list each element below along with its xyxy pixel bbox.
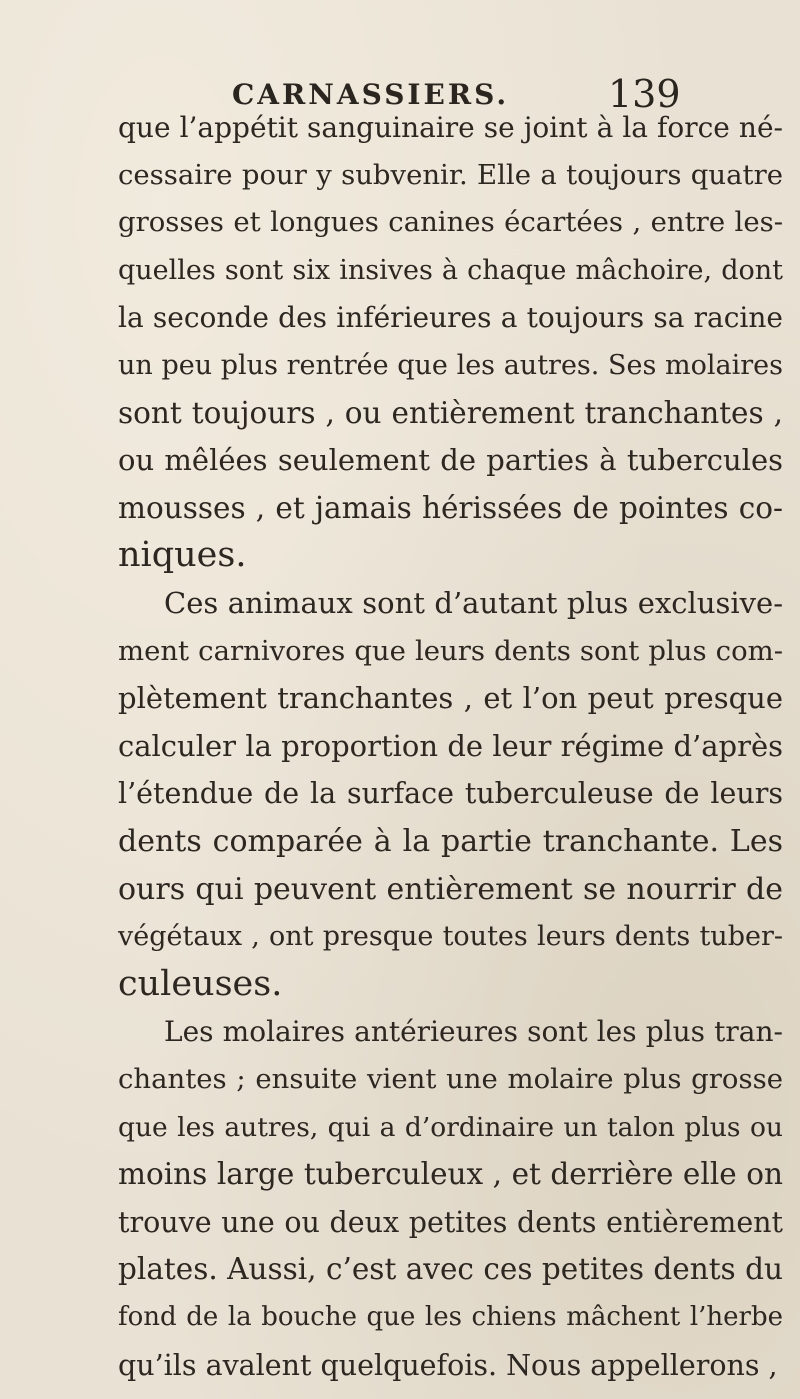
text-line: niques.: [118, 535, 247, 576]
paragraph-start-line: Les molaires antérieures sont les plus tran-: [164, 1015, 783, 1049]
text-line: moins large tuberculeux , et derrière elle on: [118, 1157, 783, 1192]
text-line: culeuses.: [118, 963, 283, 1004]
text-line: ours qui peuvent entièrement se nourrir de: [118, 871, 783, 907]
text-line: quelles sont six insives à chaque mâchoire, dont: [118, 254, 783, 286]
text-line: qu’ils avalent quelquefois. Nous appellerons ,: [118, 1348, 778, 1382]
text-line: mousses , et jamais hérissées de pointes co-: [118, 490, 783, 525]
text-line: végétaux , ont presque toutes leurs dents tuber-: [118, 921, 783, 953]
running-title: CARNASSIERS.: [232, 78, 510, 111]
text-line: que l’appétit sanguinaire se joint à la force né-: [118, 111, 783, 144]
text-line: fond de la bouche que les chiens mâchent l’herbe: [118, 1302, 783, 1332]
text-line: ou mêlées seulement de parties à tubercules: [118, 443, 783, 478]
text-line: cessaire pour y subvenir. Elle a toujours quatre: [118, 158, 783, 191]
page-number: 139: [608, 72, 681, 116]
text-line: l’étendue de la surface tuberculeuse de leurs: [118, 777, 783, 811]
text-line: trouve une ou deux petites dents entièrement: [118, 1205, 783, 1239]
text-line: sont toujours , ou entièrement tranchantes ,: [118, 395, 783, 430]
text-line: chantes ; ensuite vient une molaire plus grosse: [118, 1063, 783, 1095]
text-line: dents comparée à la partie tranchante. Les: [118, 824, 783, 859]
text-line: la seconde des inférieures a toujours sa racine: [118, 301, 783, 335]
text-line: calculer la proportion de leur régime d’après: [118, 728, 783, 763]
text-line: un peu plus rentrée que les autres. Ses molaires: [118, 350, 783, 381]
text-line: plates. Aussi, c’est avec ces petites dents du: [118, 1252, 783, 1287]
text-line: grosses et longues canines écartées , entre les-: [118, 206, 783, 239]
paragraph-start-line: Ces animaux sont d’autant plus exclusive-: [164, 586, 783, 620]
text-line: plètement tranchantes , et l’on peut presque: [118, 681, 783, 716]
text-line: ment carnivores que leurs dents sont plus com-: [118, 634, 783, 667]
text-line: que les autres, qui a d’ordinaire un talon plus ou: [118, 1111, 783, 1143]
